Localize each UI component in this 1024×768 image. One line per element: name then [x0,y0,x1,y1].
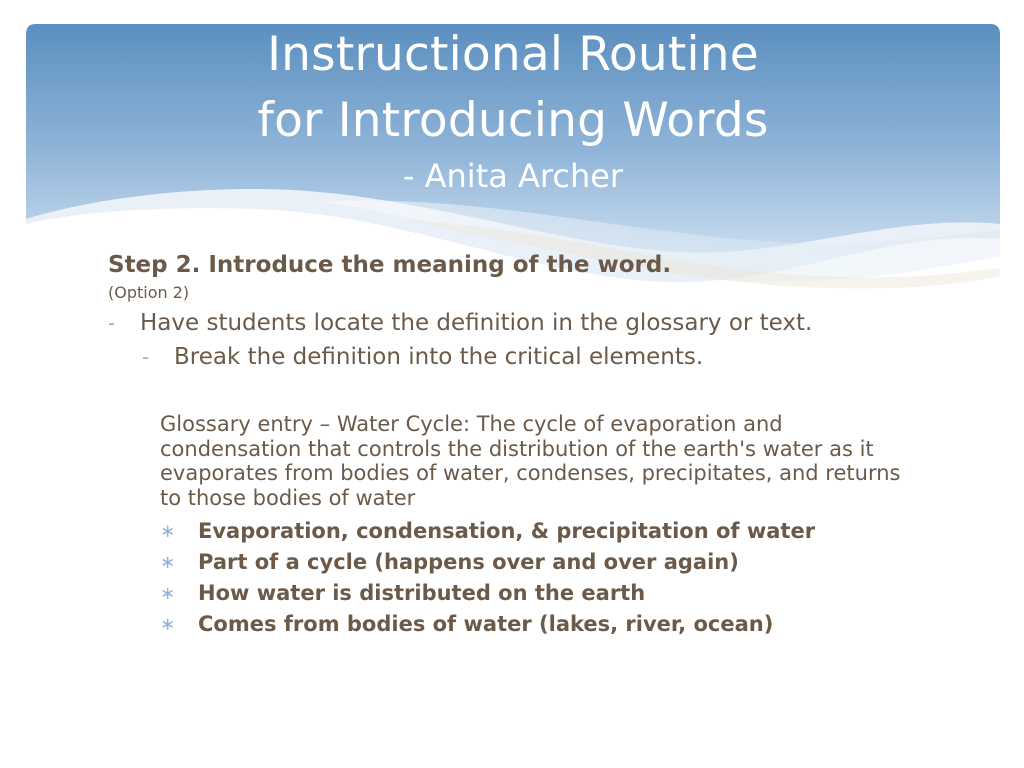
title-line-2: for Introducing Words [257,93,769,148]
asterisk-bullet-icon: ∗ [160,521,176,542]
slide-body [108,248,988,640]
dash-bullet-icon: - [108,311,116,335]
dash-bullet-icon: - [142,345,150,369]
option-label: (Option 2) [108,283,190,302]
step-heading: Step 2. Introduce the meaning of the word. [108,252,672,278]
bullet-level-1 [108,306,988,340]
list-item [160,547,988,578]
list-item-text: Comes from bodies of water (lakes, river, ocean) [198,612,774,636]
bullet-level-2 [108,340,988,374]
asterisk-bullet-icon: ∗ [160,583,176,604]
bullet-level-1-text: Have students locate the definition in the glossary or text. [140,310,813,336]
list-item-text: Part of a cycle (happens over and over again) [198,550,739,574]
asterisk-bullet-icon: ∗ [160,614,176,635]
list-item [160,609,988,640]
title-line-1: Instructional Routine [267,27,759,82]
slide-subtitle: - Anita Archer [402,157,624,195]
list-item-text: Evaporation, condensation, & precipitation of water [198,519,816,543]
slide-title [26,22,1000,154]
list-item [160,516,988,547]
list-item-text: How water is distributed on the earth [198,581,646,605]
bullet-level-2-text: Break the definition into the critical elements. [174,344,704,370]
critical-elements-list [160,516,988,640]
list-item [160,578,988,609]
glossary-entry: Glossary entry – Water Cycle: The cycle of evaporation and condensation that controls the distribution of the earth's water as it evaporates from bodies of water, condenses, precipitates, and returns to those bodies of water [160,412,901,510]
asterisk-bullet-icon: ∗ [160,552,176,573]
